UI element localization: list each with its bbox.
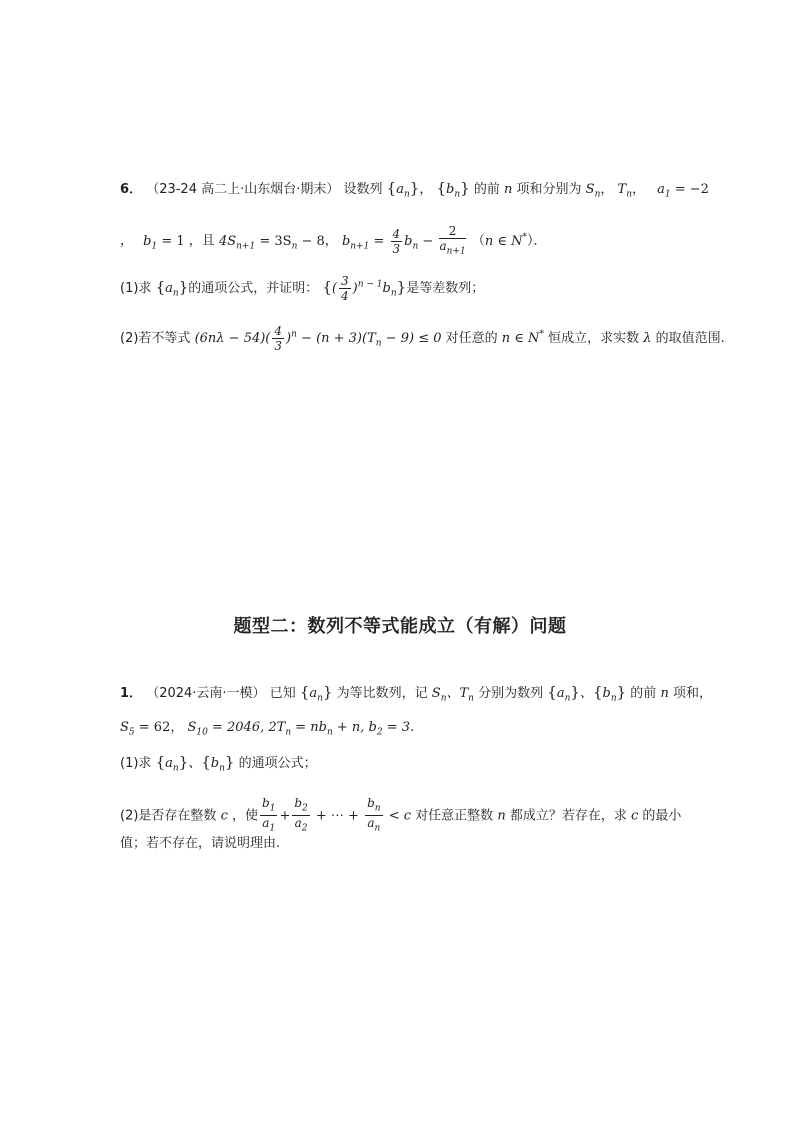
math-eq: = −2 — [674, 182, 709, 197]
problem-6-line-2: ， $b_1 = 1$ ，且 $4S_{n+1} = 3S_n - 8$， $b_{n+1}$ = $\frac{4}{3}$ $b_n$ − $\frac{2}{a_{n+1}}$ （n ∈ N*）． — [120, 224, 547, 257]
fraction: $\frac{b_1}{a_1}$ — [262, 796, 276, 834]
problem-1-line-2: $S_5 = 62$， $S_{10} = 2046$, $2T_n = nb_n + n$, $b_2 = 3$. — [120, 720, 415, 738]
math-b: b — [341, 233, 351, 249]
math-eq: = 62 — [134, 720, 171, 735]
text: 求 — [138, 756, 152, 771]
frac-den: a — [439, 239, 447, 253]
math-S: S — [120, 720, 129, 735]
text: 分别为数列 — [478, 686, 544, 701]
math-eq: = 3 — [382, 720, 411, 735]
math-S: S — [187, 720, 197, 735]
problem-number: 1． — [120, 686, 143, 701]
fraction: $\frac{b_2}{a_2}$ — [294, 796, 308, 834]
math-a: a — [657, 182, 665, 197]
problem-number: 6． — [120, 182, 143, 197]
fraction: $\frac{2}{a_{n+1}}$ — [439, 224, 466, 257]
math-lambda: λ — [643, 331, 652, 346]
math-ineq: ) — [286, 331, 292, 346]
frac-num: 4 — [392, 226, 401, 241]
problem-6-part-2: (2)若不等式 (6nλ − 54)( $\frac{4}{3}$ )$^n - (n + 3)(T_n - 9) \le 0$ 对任意的 n ∈ N* 恒成立，求实数 λ 的取值范围. — [120, 324, 725, 353]
fraction: $\frac{3}{4}$ — [341, 274, 349, 303]
math-eq: + n, b — [332, 720, 377, 735]
text: 项和分别为 — [516, 182, 582, 197]
text: . — [410, 720, 415, 735]
fraction — [391, 227, 403, 256]
math-ineq: (6nλ − 54)( — [194, 331, 271, 346]
math-eq: − 8 — [297, 233, 325, 249]
math-eq: = — [369, 233, 389, 249]
math-c: c — [631, 808, 639, 824]
text: 值；若不存在，请说明理由. — [120, 836, 281, 851]
math-sup: * — [522, 232, 527, 243]
text: 求 — [138, 281, 152, 296]
text: 的前 — [630, 686, 657, 701]
part-label: (1) — [120, 756, 139, 771]
problem-6-part-1: (1)求 $\{a_n\}$的通项公式，并证明： {( $\frac{3}{4}$ )$^{n - 1}b_n$}是等差数列； — [120, 274, 485, 303]
math-eq: = 1 — [161, 233, 185, 249]
math-sub: n — [594, 189, 601, 200]
math-sub: n+1 — [236, 241, 256, 252]
problem-6-line-1: 6． （23-24 高二上·山东烟台·期末） 设数列 $\{a_n\}$， $\{b_n\}$ 的前 n 项和分别为 $S_n$， $T_n$， $a_1 = -2$ — [120, 179, 709, 200]
math-eq: = 2046, 2T — [207, 720, 286, 735]
math-eq: = 3S — [255, 233, 292, 249]
math-c: c — [220, 808, 228, 824]
math-sup: * — [539, 329, 544, 340]
problem-1-line-1: 1． （2024·云南·一模） 已知 $\{a_n\}$ 为等比数列，记 $S_n$、$T_n$ 分别为数列 $\{a_n\}$、$\{b_n\}$ 的前 n 项和， — [120, 683, 712, 704]
math-b: b — [404, 233, 413, 249]
part-label: (2) — [120, 331, 139, 346]
text: 项和， — [672, 686, 712, 701]
text: 的前 — [473, 182, 500, 197]
part-label: (2) — [120, 808, 139, 824]
text: 是等差数列； — [406, 281, 485, 296]
text: 的取值范围. — [655, 331, 725, 346]
text: 对任意正整数 — [415, 808, 494, 824]
text: ，使 — [232, 808, 259, 824]
math-ineq: − 9) ≤ 0 — [381, 331, 442, 346]
problem-1-part-1: (1)求 $\{a_n\}$、$\{b_n\}$ 的通项公式； — [120, 753, 317, 774]
text: 恒成立，求实数 — [548, 331, 640, 346]
section-title: 题型二：数列不等式能成立（有解）问题 — [233, 616, 567, 637]
math-op: − — [418, 233, 438, 249]
math-S: S — [585, 182, 595, 197]
text: 的最小 — [642, 808, 682, 824]
text: 对任意的 — [445, 331, 498, 346]
part-label: (1) — [120, 281, 139, 296]
text: 已知 — [269, 686, 296, 701]
text: ）． — [526, 233, 547, 249]
frac-num: 2 — [439, 224, 465, 239]
math-rec: 4S — [218, 233, 237, 249]
math-ineq: − (n + 3)(T — [296, 331, 376, 346]
math-sub: n — [626, 189, 632, 200]
math-b: b — [143, 233, 152, 249]
math-cond: n ∈ N — [501, 331, 540, 346]
text: ， — [170, 720, 184, 735]
math-T: T — [617, 182, 627, 197]
text: ，且 — [188, 233, 215, 249]
text: ， — [419, 182, 433, 197]
text: 若不等式 — [138, 331, 191, 346]
problem-1-part-2-cont — [120, 834, 280, 854]
frac-den: 3 — [392, 241, 401, 256]
problem-source: （2024·云南·一模） — [146, 686, 266, 701]
text: 为等比数列，记 — [336, 686, 428, 701]
math-ineq: < c — [384, 808, 412, 824]
math-n: n — [504, 182, 513, 197]
math-cond: n ∈ N — [484, 233, 523, 249]
text: 的通项公式，并证明： — [188, 281, 319, 296]
text: 是否存在整数 — [138, 808, 217, 824]
math-eq: = nb — [291, 720, 327, 735]
math-op: + ⋯ + — [311, 808, 364, 824]
fraction: $\frac{4}{3}$ — [274, 324, 283, 353]
text: 的通项公式； — [238, 756, 317, 771]
problem-1-part-2: (2)是否存在整数 c ，使 $\frac{b_1}{a_1}$ + $\frac{b_2}{a_2}$ + ⋯ + $\frac{b_n}{a_n}$ < c 对任意正整数 n 都成立？若存在，求 c 的最小 — [120, 796, 682, 834]
problem-source: （23-24 高二上·山东烟台·期末） — [146, 182, 340, 197]
text: 设数列 — [343, 182, 383, 197]
text: 都成立？若存在，求 — [509, 808, 627, 824]
fraction: $\frac{b_n}{a_n}$ — [367, 796, 381, 834]
